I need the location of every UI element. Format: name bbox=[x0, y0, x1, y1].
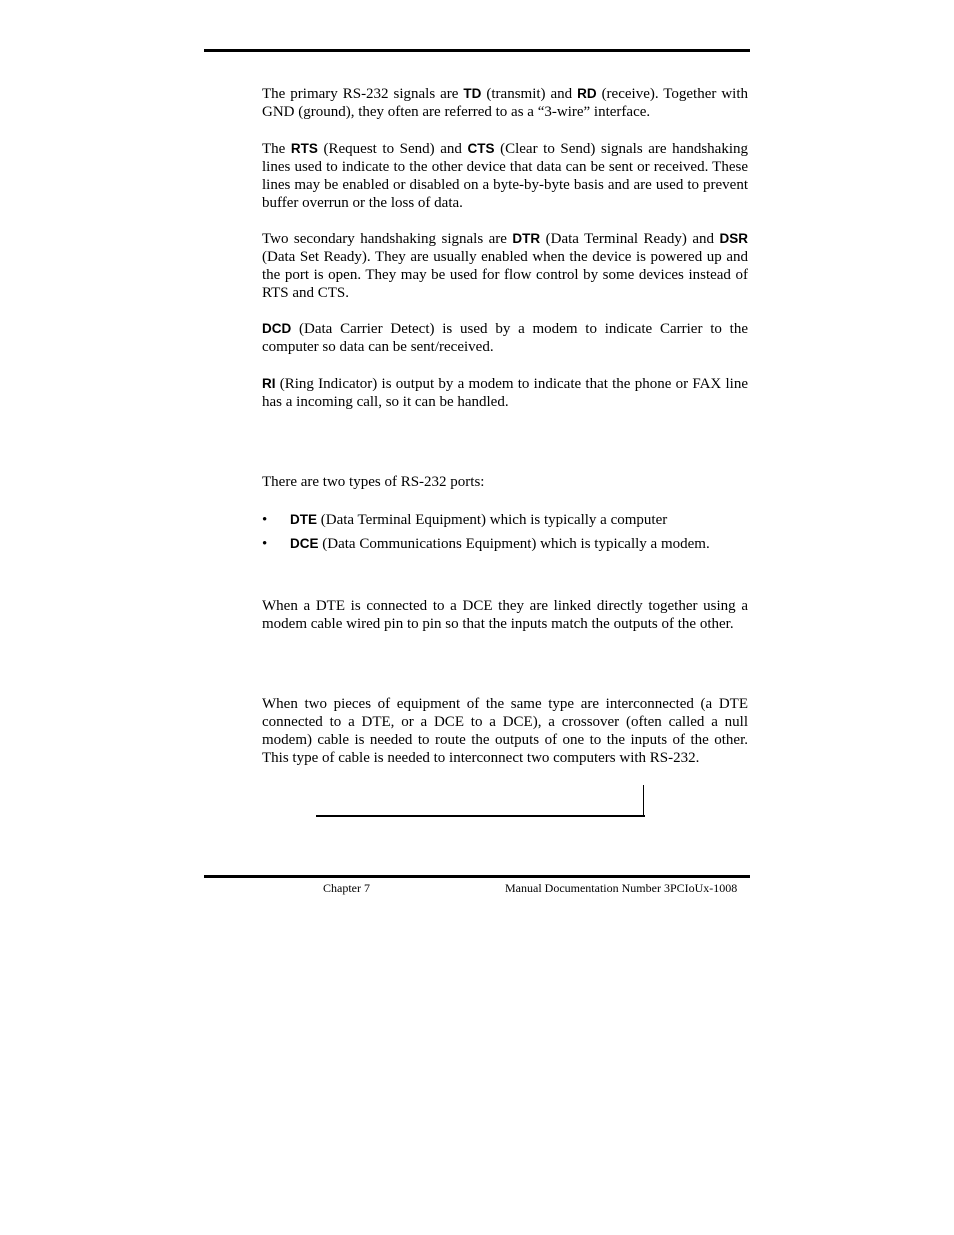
text-run: (Clear to Send) signals are handshaking lines used to indicate to the other device that data can be sent or received. These lines may be enabled or disabled on a byte-by-byte basis and are used to prevent buffer overrun or the loss of data. bbox=[262, 141, 748, 211]
signal-cts: CTS bbox=[467, 141, 495, 156]
term-dce: DCE bbox=[290, 536, 319, 551]
signal-td: TD bbox=[463, 86, 482, 101]
paragraph-rts-cts bbox=[262, 140, 748, 212]
text-run: The bbox=[262, 141, 291, 157]
signal-dtr: DTR bbox=[512, 231, 541, 246]
paragraph-ri bbox=[262, 375, 748, 411]
diagram-vertical-line bbox=[643, 785, 644, 817]
paragraph-null-modem: When two pieces of equipment of the same type are interconnected (a DTE connected to a DTE, or a DCE to a DCE), a crossover (often called a null modem) cable is needed to route the outputs of one to the inputs of the other. This type of cable is needed to interconnect two computers with RS-232. bbox=[262, 696, 748, 766]
text-run: Two secondary handshaking signals are bbox=[262, 231, 513, 247]
text-run: (transmit) and bbox=[481, 86, 578, 102]
paragraph-dtr-dsr bbox=[262, 230, 748, 302]
list-item-text bbox=[290, 535, 710, 553]
text-run: (Data Terminal Ready) and bbox=[540, 231, 720, 247]
paragraph-dte-dce: When a DTE is connected to a DCE they are linked directly together using a modem cable wired pin to pin so that the inputs match the outputs of the other. bbox=[262, 598, 748, 632]
footer-rule bbox=[204, 875, 750, 878]
term-dte: DTE bbox=[290, 512, 317, 527]
paragraph-primary-signals bbox=[262, 85, 748, 121]
paragraph-dcd bbox=[262, 320, 748, 356]
header-rule bbox=[204, 49, 750, 52]
signal-rd: RD bbox=[577, 86, 597, 101]
text-run: (Request to Send) and bbox=[317, 141, 468, 157]
footer-doc-number: Manual Documentation Number 3PCIoUx-1008 bbox=[505, 881, 738, 895]
diagram-horizontal-line bbox=[316, 815, 645, 817]
signal-ri: RI bbox=[262, 376, 276, 391]
text-run: (Ring Indicator) is output by a modem to indicate that the phone or FAX line has a incoming call, so it can be handled. bbox=[262, 376, 748, 410]
signal-dcd: DCD bbox=[262, 321, 292, 336]
bullet-icon: • bbox=[262, 512, 268, 528]
bullet-icon: • bbox=[262, 536, 268, 552]
list-item-text bbox=[290, 511, 667, 529]
footer-chapter: Chapter 7 bbox=[323, 881, 370, 895]
signal-rts: RTS bbox=[290, 141, 318, 156]
text-run: (Data Set Ready). They are usually enabled when the device is powered up and the port is open. They may be used for flow control by some devices instead of RTS and CTS. bbox=[262, 249, 748, 301]
text-run: (Data Communications Equipment) which is typically a modem. bbox=[318, 536, 710, 552]
paragraph-port-types: There are two types of RS-232 ports: bbox=[262, 474, 485, 490]
text-run: (Data Carrier Detect) is used by a modem to indicate Carrier to the computer so data can be sent/received. bbox=[262, 321, 748, 355]
text-run: The primary RS-232 signals are bbox=[262, 86, 464, 102]
signal-dsr: DSR bbox=[719, 231, 748, 246]
text-run: (receive). Together with GND (ground), they often are referred to as a “3-wire” interface. bbox=[262, 86, 749, 120]
text-run: (Data Terminal Equipment) which is typically a computer bbox=[317, 512, 668, 528]
